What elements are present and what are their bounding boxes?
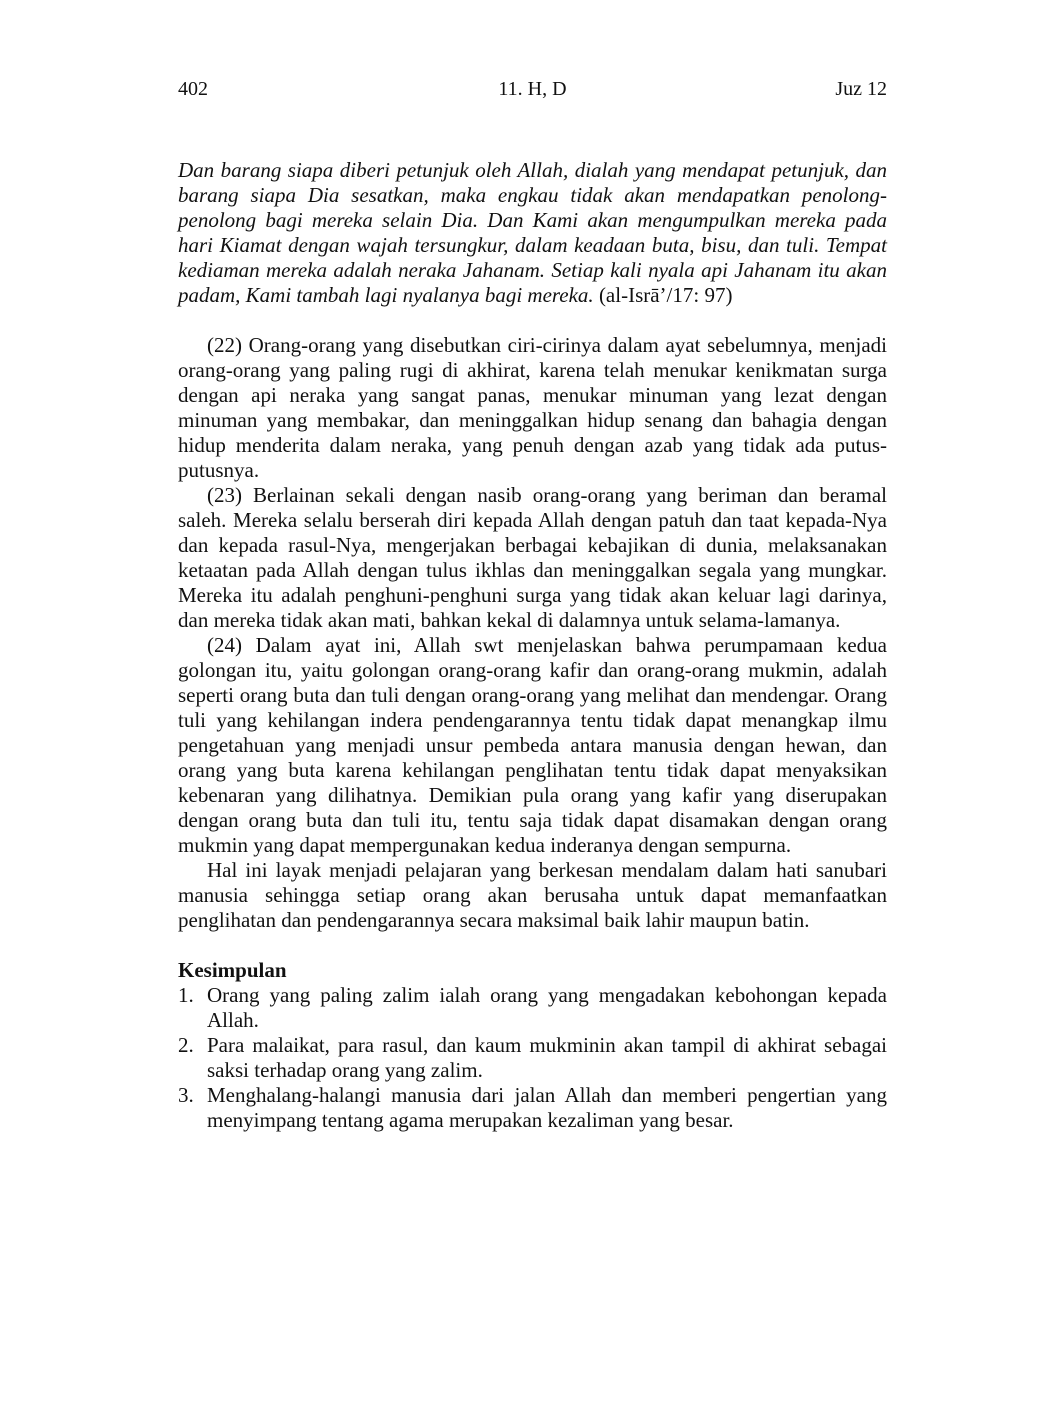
verse-translation	[178, 158, 887, 308]
commentary-paragraph-23: (23) Berlainan sekali dengan nasib orang-orang yang beriman dan beramal saleh. Mereka selalu berserah diri kepada Allah dengan patuh dan taat kepada-Nya dan kepada rasul-Nya, mengerjakan berbagai kebajikan di dunia, melaksanakan ketaatan pada Allah dengan tulus ikhlas dan meninggalkan segala yang mungkar. Mereka itu adalah penghuni-penghuni surga yang tidak akan keluar lagi darinya, dan mereka tidak akan mati, bahkan kekal di dalamnya untuk selama-lamanya.	[178, 483, 887, 632]
conclusion-heading: Kesimpulan	[178, 958, 287, 982]
item-text: Menghalang-halangi manusia dari jalan Allah dan memberi pengertian yang menyimpang tentang agama merupakan kezaliman yang besar.	[207, 1083, 887, 1132]
chapter-title: 11. H, D	[498, 78, 567, 100]
page-header	[178, 76, 887, 102]
conclusion-item	[178, 1033, 887, 1083]
spacer	[178, 933, 887, 958]
conclusion-item	[178, 1083, 887, 1133]
item-number: 1.	[178, 983, 194, 1007]
verse-text: Dan barang siapa diberi petunjuk oleh Allah, dialah yang mendapat petunjuk, dan barang siapa Dia sesatkan, maka engkau tidak akan mendapatkan penolong-penolong bagi mereka selain Dia. Dan Kami akan mengumpulkan mereka pada hari Kiamat dengan wajah tersungkur, dalam keadaan buta, bisu, dan tuli. Tempat kediaman mereka adalah neraka Jahanam. Setiap kali nyala api Jahanam itu akan padam, Kami tambah lagi nyalanya bagi mereka.	[178, 158, 887, 307]
item-text: Orang yang paling zalim ialah orang yang mengadakan kebohongan kepada Allah.	[207, 983, 887, 1032]
conclusion-item	[178, 983, 887, 1033]
commentary-paragraph-lesson: Hal ini layak menjadi pelajaran yang berkesan mendalam dalam hati sanubari manusia sehingga setiap orang akan berusaha untuk dapat memanfaatkan penglihatan dan pendengarannya secara maksimal baik lahir maupun batin.	[178, 858, 887, 932]
spacer	[178, 308, 887, 333]
commentary-paragraph-24: (24) Dalam ayat ini, Allah swt menjelaskan bahwa perumpamaan kedua golongan itu, yaitu golongan orang-orang kafir dan orang-orang mukmin, adalah seperti orang buta dan tuli dengan orang-orang yang melihat dan mendengar. Orang tuli yang kehilangan indera pendengarannya tentu tidak dapat menangkap ilmu pengetahuan yang menjadi unsur pembeda antara manusia dengan hewan, dan orang yang buta karena kehilangan penglihatan tentu tidak dapat menyaksikan kebenaran yang dilihatnya. Demikian pula orang yang kafir yang diserupakan dengan orang buta dan tuli itu, tentu saja tidak dapat disamakan dengan orang mukmin yang dapat mempergunakan kedua inderanya dengan sempurna.	[178, 633, 887, 857]
juz-label: Juz 12	[835, 78, 887, 100]
page-number: 402	[178, 78, 208, 100]
item-text: Para malaikat, para rasul, dan kaum mukminin akan tampil di akhirat sebagai saksi terhadap orang yang zalim.	[207, 1033, 887, 1082]
item-number: 3.	[178, 1083, 194, 1107]
conclusion-list	[178, 983, 887, 1133]
commentary-paragraph-22: (22) Orang-orang yang disebutkan ciri-cirinya dalam ayat sebelumnya, menjadi orang-orang yang paling rugi di akhirat, karena telah menukar kenikmatan surga dengan api neraka yang sangat panas, menukar minuman yang lezat dengan minuman yang membakar, dan meninggalkan hidup senang dan bahagia dengan hidup menderita dalam neraka, yang penuh dengan azab yang tidak ada putus-putusnya.	[178, 333, 887, 482]
page-content	[178, 158, 887, 1133]
verse-reference: (al-Isrā’/17: 97)	[593, 283, 733, 307]
item-number: 2.	[178, 1033, 194, 1057]
